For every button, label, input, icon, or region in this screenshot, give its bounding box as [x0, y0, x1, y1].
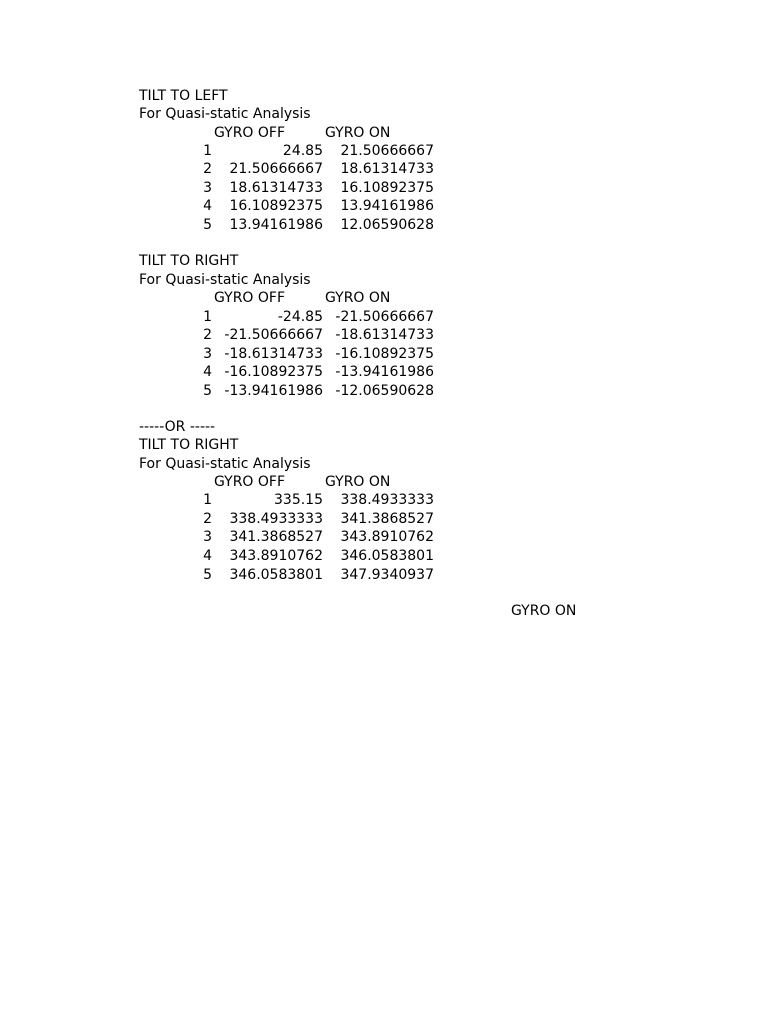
row-index: 1 [203, 143, 212, 159]
row-index: 4 [203, 198, 212, 214]
row-index: 5 [203, 217, 212, 233]
cell-gyro-off: 16.10892375 [229, 198, 323, 214]
cell-gyro-on: 18.61314733 [340, 161, 434, 177]
cell-gyro-on: 341.3868527 [340, 511, 434, 527]
section-title: TILT TO LEFT [139, 88, 228, 104]
section-title: TILT TO RIGHT [139, 437, 239, 453]
cell-gyro-off: -21.50666667 [224, 327, 323, 343]
cell-gyro-off: 343.8910762 [229, 548, 323, 564]
cell-gyro-off: 338.4933333 [229, 511, 323, 527]
cell-gyro-on: -13.94161986 [335, 364, 434, 380]
row-index: 3 [203, 346, 212, 362]
row-index: 2 [203, 327, 212, 343]
cell-gyro-off: 18.61314733 [229, 180, 323, 196]
row-index: 3 [203, 180, 212, 196]
cell-gyro-on: -12.06590628 [335, 383, 434, 399]
column-header-gyro-off: GYRO OFF [214, 125, 286, 141]
cell-gyro-off: 335.15 [274, 492, 323, 508]
cell-gyro-on: -18.61314733 [335, 327, 434, 343]
cell-gyro-on: 21.50666667 [340, 143, 434, 159]
cell-gyro-off: 346.0583801 [229, 567, 323, 583]
column-header-gyro-on: GYRO ON [325, 125, 391, 141]
or-separator: -----OR ----- [139, 419, 216, 435]
column-header-gyro-on: GYRO ON [325, 290, 391, 306]
cell-gyro-on: 346.0583801 [340, 548, 434, 564]
column-header-gyro-on: GYRO ON [325, 474, 391, 490]
row-index: 5 [203, 383, 212, 399]
row-index: 1 [203, 492, 212, 508]
cell-gyro-on: -21.50666667 [335, 309, 434, 325]
column-header-gyro-off: GYRO OFF [214, 290, 286, 306]
stray-label: GYRO ON [511, 603, 577, 619]
row-index: 2 [203, 511, 212, 527]
section-subtitle: For Quasi-static Analysis [139, 272, 311, 288]
cell-gyro-on: 12.06590628 [340, 217, 434, 233]
cell-gyro-off: 21.50666667 [229, 161, 323, 177]
cell-gyro-off: 341.3868527 [229, 529, 323, 545]
cell-gyro-on: 16.10892375 [340, 180, 434, 196]
row-index: 5 [203, 567, 212, 583]
cell-gyro-off: 24.85 [282, 143, 323, 159]
row-index: 3 [203, 529, 212, 545]
section-title: TILT TO RIGHT [139, 253, 239, 269]
cell-gyro-off: -18.61314733 [224, 346, 323, 362]
row-index: 1 [203, 309, 212, 325]
column-header-gyro-off: GYRO OFF [214, 474, 286, 490]
cell-gyro-on: 13.94161986 [340, 198, 434, 214]
section-subtitle: For Quasi-static Analysis [139, 106, 311, 122]
cell-gyro-on: 338.4933333 [340, 492, 434, 508]
cell-gyro-off: 13.94161986 [229, 217, 323, 233]
row-index: 2 [203, 161, 212, 177]
cell-gyro-on: -16.10892375 [335, 346, 434, 362]
section-subtitle: For Quasi-static Analysis [139, 456, 311, 472]
cell-gyro-on: 343.8910762 [340, 529, 434, 545]
cell-gyro-off: -16.10892375 [224, 364, 323, 380]
row-index: 4 [203, 364, 212, 380]
cell-gyro-off: -24.85 [277, 309, 323, 325]
cell-gyro-off: -13.94161986 [224, 383, 323, 399]
row-index: 4 [203, 548, 212, 564]
cell-gyro-on: 347.9340937 [340, 567, 434, 583]
